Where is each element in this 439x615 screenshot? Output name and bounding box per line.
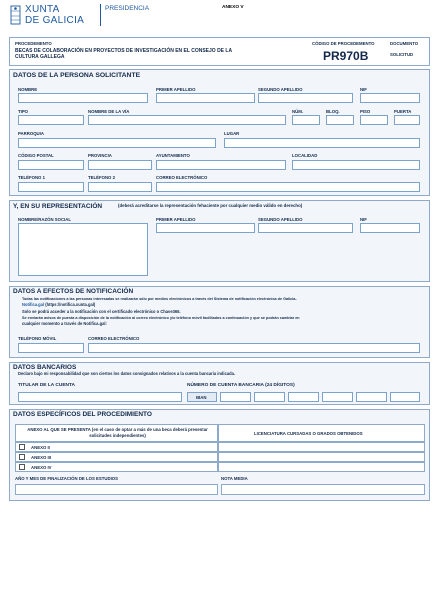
notification-title: DATOS A EFECTOS DE NOTIFICACIÓN bbox=[13, 288, 134, 295]
representative-title: Y, EN SU REPRESENTACIÓN bbox=[13, 203, 103, 210]
nombre-input[interactable] bbox=[18, 93, 148, 103]
label-codigo-postal: CÓDIGO POSTAL bbox=[18, 153, 54, 158]
entidad-input[interactable] bbox=[254, 392, 285, 402]
rep-segundo-apellido-input[interactable] bbox=[258, 223, 353, 233]
rep-nif-input[interactable] bbox=[360, 223, 420, 233]
licenciatura-header-text: LICENCIATURA CURSADAS O GRADOS OBTENIDOS bbox=[254, 431, 363, 436]
anexo-iv-label: ANEXO IV bbox=[31, 465, 52, 470]
bloq-input[interactable] bbox=[326, 115, 354, 125]
telefono-1-input[interactable] bbox=[18, 182, 84, 192]
label-bloq: BLOQ. bbox=[326, 109, 340, 114]
licenciatura-row-2[interactable] bbox=[218, 452, 425, 462]
notification-line-3: Solo se podrá acceder a la notificación con el certificado electrónico o Chave365. bbox=[22, 309, 181, 314]
label-parroquia: PARROQUIA bbox=[18, 131, 44, 136]
logo-line-2: DE GALICIA bbox=[25, 15, 85, 26]
primer-apellido-input[interactable] bbox=[156, 93, 255, 103]
label-piso: PISO bbox=[360, 109, 371, 114]
label-telefono-1: TELÉFONO 1 bbox=[18, 175, 45, 180]
label-nombre-razon: NOMBRE/RAZÓN SOCIAL bbox=[18, 217, 71, 222]
logo-line-1: XUNTA bbox=[25, 4, 60, 15]
bank-title: DATOS BANCARIOS bbox=[13, 364, 77, 371]
procedure-code-label: CÓDIGO DE PROCEDEMENTO bbox=[312, 41, 375, 46]
puerta-input[interactable] bbox=[394, 115, 420, 125]
department-name: PRESIDENCIA bbox=[105, 5, 150, 12]
label-puerta: PUERTA bbox=[394, 109, 412, 114]
tipo-input[interactable] bbox=[18, 115, 84, 125]
anexo-iv-checkbox[interactable] bbox=[19, 464, 25, 470]
label-correo: CORREO ELECTRÓNICO bbox=[156, 175, 208, 180]
anexo-iii-checkbox[interactable] bbox=[19, 454, 25, 460]
cuenta-2-input[interactable] bbox=[390, 392, 420, 402]
oficina-input[interactable] bbox=[288, 392, 319, 402]
xunta-emblem-icon bbox=[10, 5, 21, 25]
parroquia-input[interactable] bbox=[18, 138, 216, 148]
provincia-input[interactable] bbox=[88, 160, 152, 170]
procedure-box bbox=[9, 37, 430, 66]
label-ayuntamiento: AYUNTAMIENTO bbox=[156, 153, 190, 158]
annex-label: ANEXO V bbox=[222, 5, 244, 10]
label-telefono-movil: TELÉFONO MÓVIL bbox=[18, 336, 57, 341]
ayuntamiento-input[interactable] bbox=[156, 160, 286, 170]
header-divider bbox=[100, 4, 101, 26]
correo-input[interactable] bbox=[156, 182, 420, 192]
applicant-title: DATOS DE LA PERSONA SOLICITANTE bbox=[13, 72, 141, 79]
lugar-input[interactable] bbox=[224, 138, 420, 148]
label-tipo: TIPO bbox=[18, 109, 29, 114]
licenciatura-row-1[interactable] bbox=[218, 442, 425, 452]
document-value: SOLICITUD bbox=[390, 52, 414, 57]
iban-check-input[interactable] bbox=[220, 392, 251, 402]
notification-line-1: Todas las notificaciones a las personas interesadas se realizarán sólo por medios electrónicos a través del Sistema de notificación electrónica de Galicia- bbox=[22, 297, 297, 301]
representative-subtitle: (deberá acreditarse la representación fehaciente por cualquier medio válido en derecho) bbox=[118, 203, 303, 208]
procedure-label: PROCEDEMENTO bbox=[15, 41, 52, 46]
anexo-ii-label: ANEXO II bbox=[31, 445, 50, 450]
specific-title: DATOS ESPECÍFICOS DEL PROCEDIMIENTO bbox=[13, 411, 152, 418]
dc-input[interactable] bbox=[322, 392, 353, 402]
procedure-title-line-2: CULTURA GALLEGA bbox=[15, 54, 65, 60]
label-segundo-apellido: SEGUNDO APELLIDO bbox=[258, 87, 303, 92]
ano-mes-input[interactable] bbox=[15, 484, 218, 495]
nombre-via-input[interactable] bbox=[88, 115, 286, 125]
label-notif-correo: CORREO ELECTRÓNICO bbox=[88, 336, 140, 341]
label-lugar: LUGAR bbox=[224, 131, 240, 136]
label-num: NÚM. bbox=[292, 109, 303, 114]
telefono-movil-input[interactable] bbox=[18, 343, 84, 353]
procedure-code-value: PR970B bbox=[323, 49, 369, 63]
anexo-ii-checkbox[interactable] bbox=[19, 444, 25, 450]
notification-line-5: cualquier momento a través de Notifica.gal: bbox=[22, 321, 107, 326]
label-nombre-via: NOMBRE DE LA VÍA bbox=[88, 109, 130, 114]
notification-line-2 bbox=[22, 302, 95, 308]
document-label: DOCUMENTO bbox=[390, 41, 419, 46]
xunta-logo bbox=[10, 4, 102, 28]
label-nombre: NOMBRE bbox=[18, 87, 38, 92]
label-telefono-2: TELÉFONO 2 bbox=[88, 175, 115, 180]
localidad-input[interactable] bbox=[292, 160, 420, 170]
titular-input[interactable] bbox=[18, 392, 182, 402]
bank-declaration: Declaro bajo mi responsabilidad que son ciertos los datos consignados relativos a la cuenta bancaria indicada. bbox=[18, 371, 236, 376]
licenciatura-row-3[interactable] bbox=[218, 462, 425, 472]
label-titular: TITULAR DE LA CUENTA bbox=[18, 383, 76, 388]
label-localidad: LOCALIDAD bbox=[292, 153, 318, 158]
codigo-postal-input[interactable] bbox=[18, 160, 84, 170]
anexo-iii-label: ANEXO III bbox=[31, 455, 52, 460]
label-numero-cuenta: NÚMERO DE CUENTA BANCARIA (24 DÍGITOS) bbox=[187, 383, 295, 388]
label-nota-media: NOTA MEDIA bbox=[221, 476, 248, 481]
anexo-header-text: ANEXO AL QUE SE PRESENTA (en el caso de optar a más de una beca deberá presentar solicitudes independientes) bbox=[27, 427, 208, 438]
nif-input[interactable] bbox=[360, 93, 420, 103]
cuenta-1-input[interactable] bbox=[356, 392, 387, 402]
notification-line-4: Se enviarán avisos de puesta a disposición de la notificación al correo electrónico y/o teléfono móvil facilitados a continuación y que se podrán cambiar en bbox=[22, 316, 300, 320]
notifica-link[interactable]: Notifica.gal bbox=[22, 302, 45, 307]
nota-media-input[interactable] bbox=[221, 484, 425, 495]
num-input[interactable] bbox=[292, 115, 320, 125]
telefono-2-input[interactable] bbox=[88, 182, 152, 192]
label-nif: NIF bbox=[360, 87, 367, 92]
segundo-apellido-input[interactable] bbox=[258, 93, 353, 103]
label-rep-segundo-apellido: SEGUNDO APELLIDO bbox=[258, 217, 303, 222]
label-provincia: PROVINCIA bbox=[88, 153, 112, 158]
procedure-title-line-1: BECAS DE COLABORACIÓN EN PROYECTOS DE INVESTIGACIÓN EN EL CONSEJO DE LA bbox=[15, 48, 233, 54]
notifica-url: (https://notifica.xunta.gal) bbox=[44, 302, 96, 307]
label-rep-nif: NIF bbox=[360, 217, 367, 222]
notif-correo-input[interactable] bbox=[88, 343, 420, 353]
label-ano-mes: AÑO Y MES DE FINALIZACIÓN DE LOS ESTUDIOS bbox=[15, 476, 118, 481]
nombre-razon-input[interactable] bbox=[18, 223, 148, 276]
label-iban: IBAN bbox=[196, 395, 207, 400]
label-primer-apellido: PRIMER APELLIDO bbox=[156, 87, 196, 92]
label-rep-primer-apellido: PRIMER APELLIDO bbox=[156, 217, 196, 222]
rep-primer-apellido-input[interactable] bbox=[156, 223, 255, 233]
piso-input[interactable] bbox=[360, 115, 388, 125]
